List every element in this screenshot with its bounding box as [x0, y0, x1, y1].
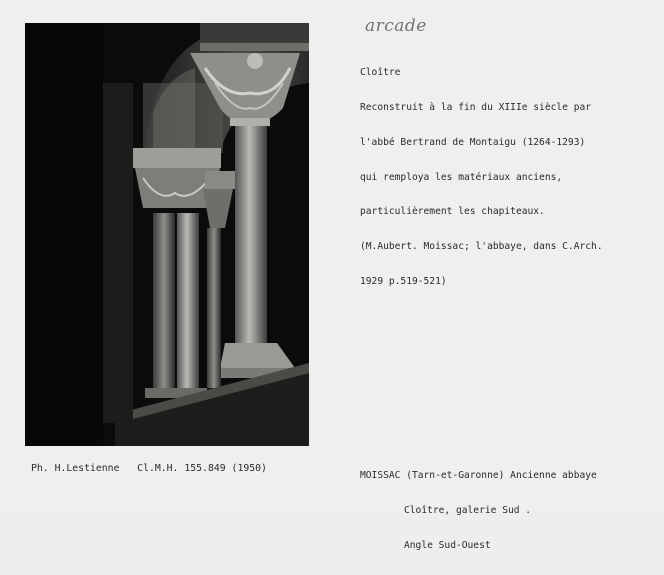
location-line: Angle Sud-Ouest	[404, 539, 491, 551]
description-line: qui remploya les matériaux anciens,	[360, 171, 563, 183]
description-line: Cloître	[360, 67, 401, 79]
photo-credit: Ph. H.Lestienne Cl.M.H. 155.849 (1950)	[31, 463, 267, 474]
cloister-photograph	[25, 23, 309, 446]
description-block	[360, 44, 603, 311]
description-line: l'abbé Bertrand de Montaigu (1264-1293)	[360, 136, 586, 148]
location-block	[360, 447, 597, 575]
description-line: Reconstruit à la fin du XIIIe siècle par	[360, 101, 592, 113]
description-line: particulièrement les chapiteaux.	[360, 206, 545, 218]
description-line: (M.Aubert. Moissac; l'abbaye, dans C.Arch.	[360, 241, 603, 253]
location-line: Cloître, galerie Sud .	[404, 504, 532, 516]
handwritten-label: arcade	[365, 16, 427, 36]
location-line: MOISSAC (Tarn-et-Garonne) Ancienne abbaye	[360, 470, 597, 482]
description-line: 1929 p.519-521)	[360, 275, 447, 287]
